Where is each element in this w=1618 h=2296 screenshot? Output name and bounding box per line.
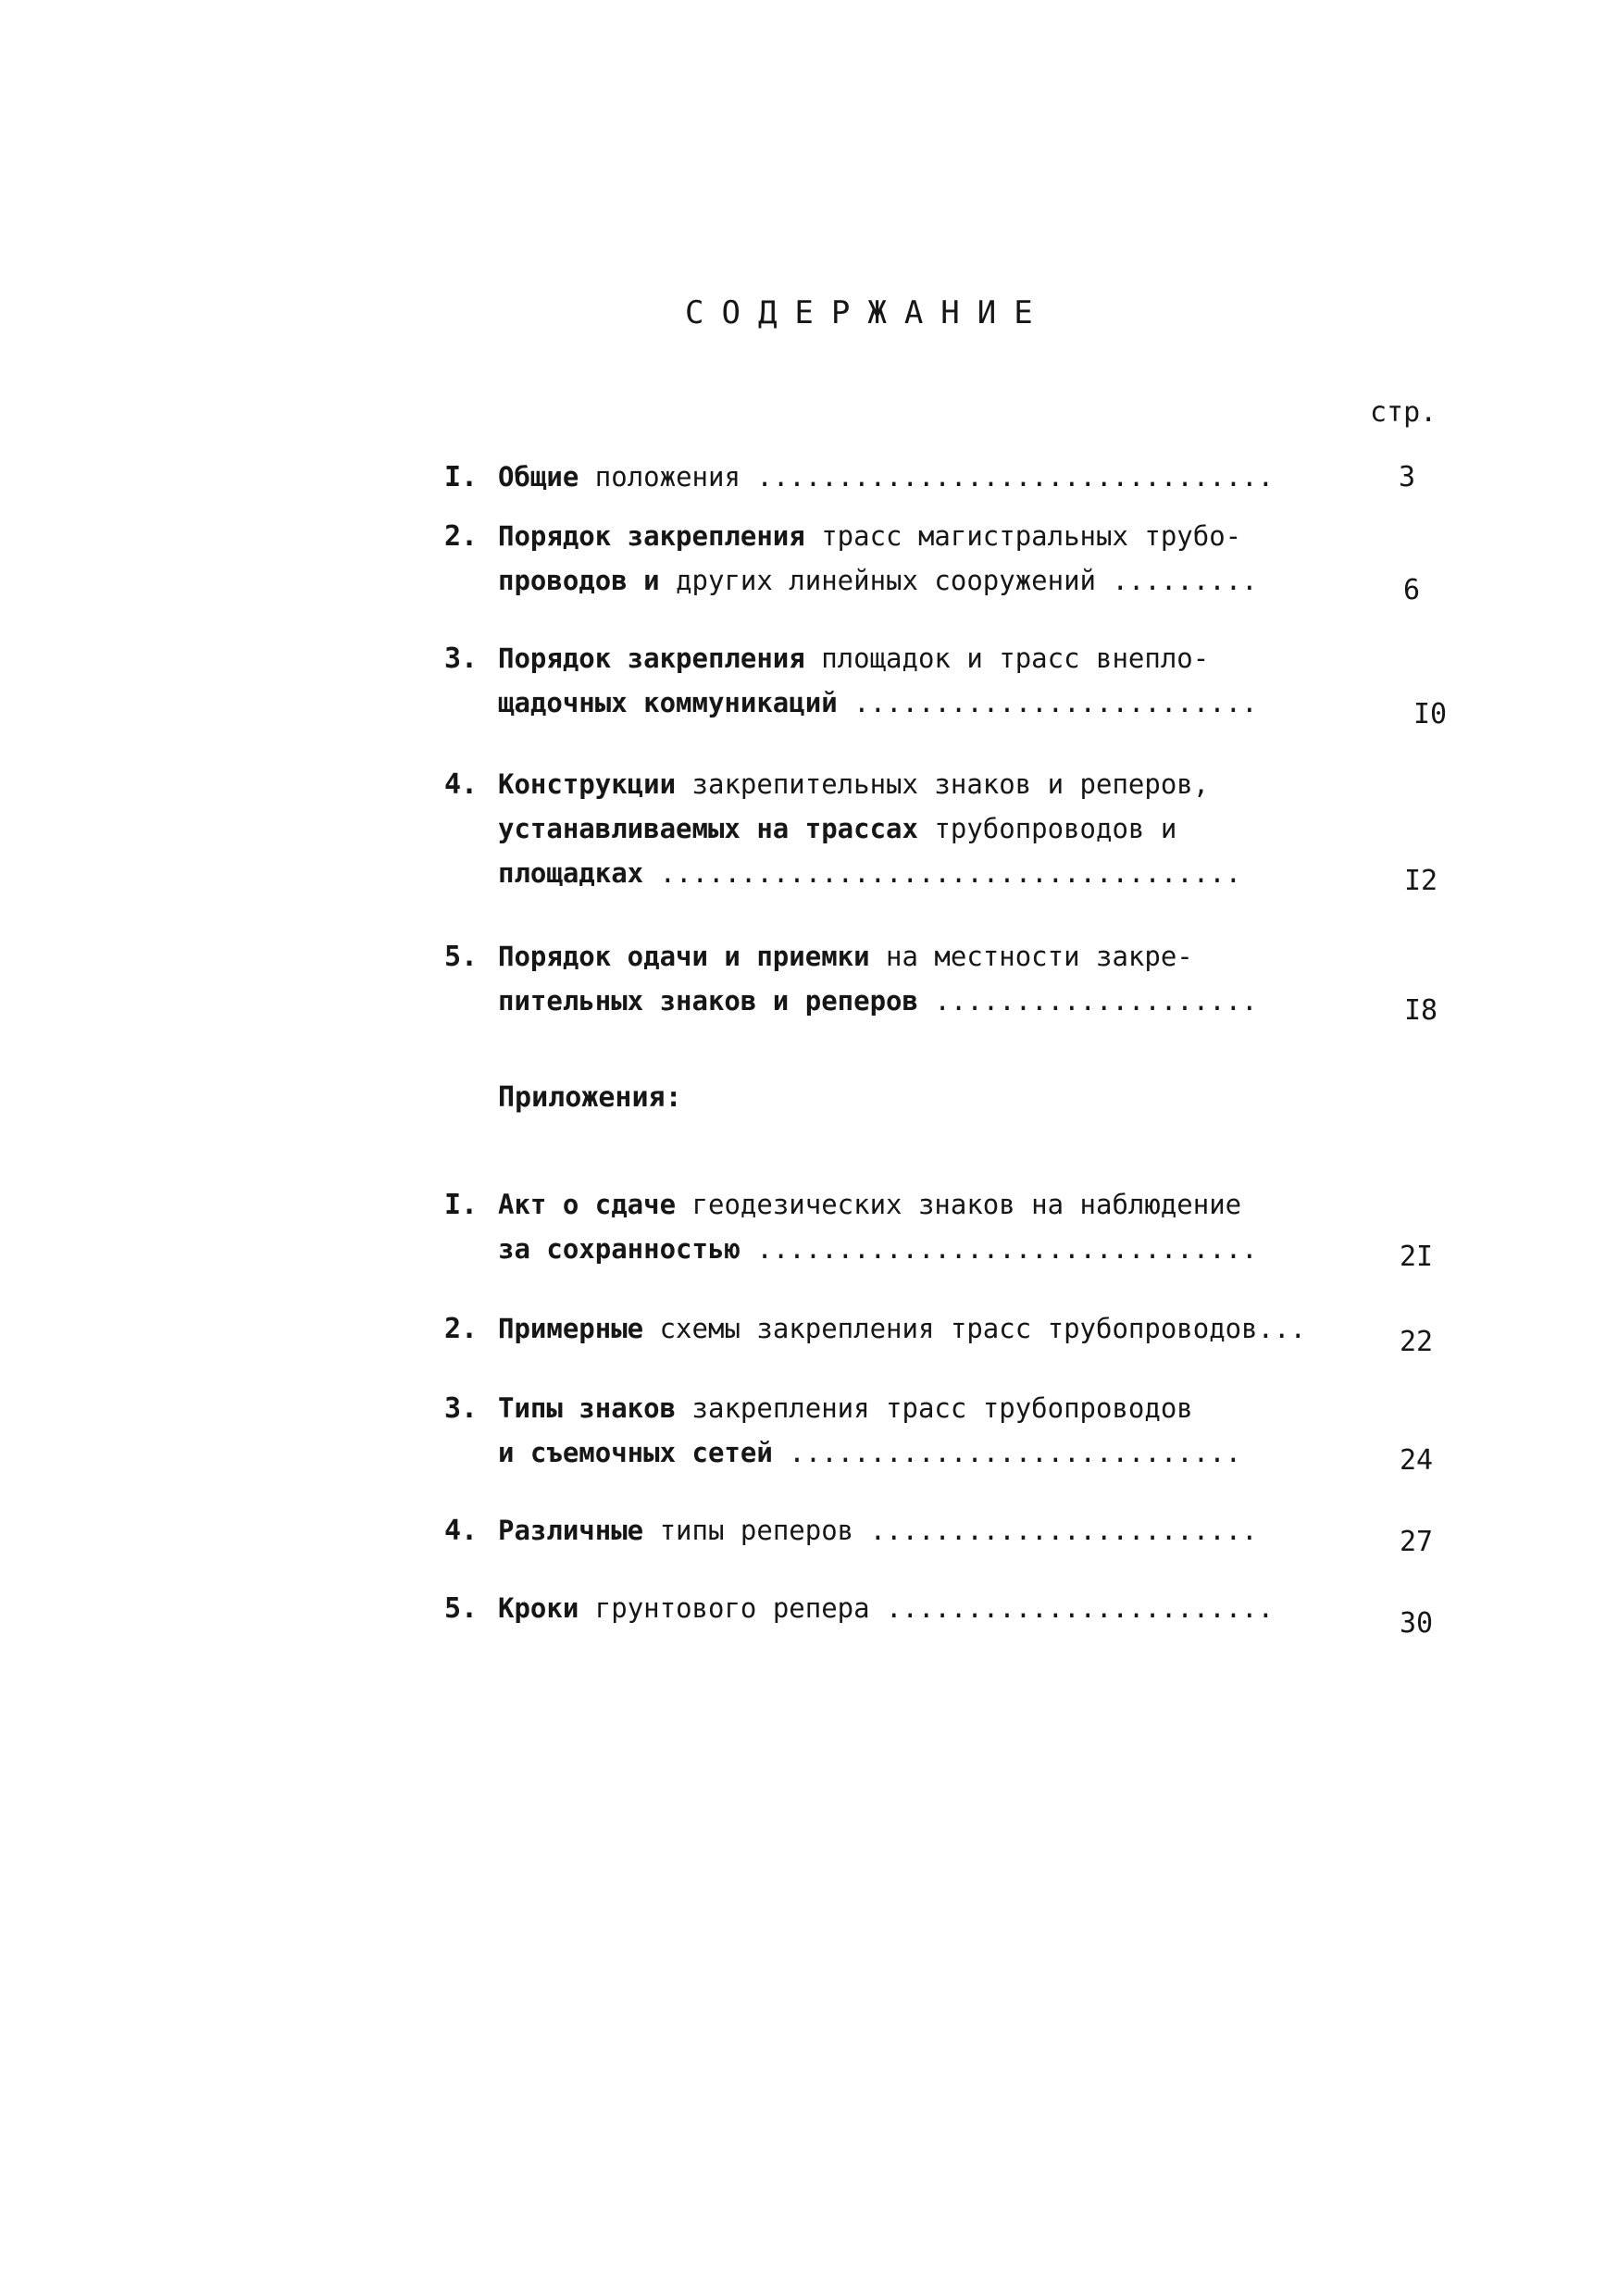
appendix-entry-page: 30 <box>1399 1607 1434 1640</box>
toc-entry-line: Конструкции закрепительных знаков и реперов, <box>498 768 1210 800</box>
toc-entry-line: Порядок одачи и приемки на местности закре- <box>498 941 1193 972</box>
appendix-entry-number: 3. <box>444 1392 479 1425</box>
toc-entry-number: 4. <box>444 768 479 801</box>
appendix-entry-line: Акт о сдаче геодезических знаков на наблюдение <box>498 1189 1242 1220</box>
toc-entry-page: I0 <box>1413 698 1448 730</box>
toc-entry-number: I. <box>444 461 479 493</box>
appendix-entry-line: Типы знаков закрепления трасс трубопроводов <box>498 1392 1193 1424</box>
toc-entry-number: 5. <box>444 941 479 973</box>
appendix-entry-line: и съемочных сетей ............................ <box>498 1437 1242 1468</box>
toc-entry-line: проводов и других линейных сооружений ......... <box>498 565 1258 596</box>
toc-entry-line: пительных знаков и реперов .................... <box>498 985 1258 1017</box>
toc-entry-line: площадках .................................... <box>498 857 1242 889</box>
appendix-entry-number: 4. <box>444 1515 479 1547</box>
toc-entry-line: Общие положения ................................ <box>498 461 1275 493</box>
toc-entry-line: Порядок закрепления площадок и трасс внеплo- <box>498 643 1210 674</box>
toc-entry-page: I2 <box>1403 865 1438 897</box>
appendix-entry-line: за сохранностью ............................... <box>498 1233 1258 1265</box>
page-title: СОДЕРЖАНИЕ <box>685 294 1051 331</box>
toc-entry-line: Порядок закрепления трасс магистральных трубо- <box>498 520 1242 552</box>
appendix-entry-line: Кроки грунтового репера ........................ <box>498 1592 1275 1624</box>
appendix-entry-page: 2I <box>1399 1241 1434 1273</box>
appendix-entry-number: 2. <box>444 1313 479 1345</box>
toc-entry-number: 3. <box>444 643 479 675</box>
toc-entry-page: I8 <box>1403 994 1438 1027</box>
toc-entry-page: 3 <box>1398 461 1416 493</box>
page-column-label: стр. <box>1370 396 1438 429</box>
toc-entry-page: 6 <box>1402 574 1421 606</box>
appendix-entry-number: I. <box>444 1189 479 1221</box>
toc-entry-line: устанавливаемых на трассах трубопроводов и <box>498 813 1177 844</box>
toc-entry-line: щадочных коммуникаций ......................... <box>498 687 1258 718</box>
appendix-heading: Приложения: <box>498 1081 682 1114</box>
appendix-entry-line: Различные типы реперов ........................ <box>498 1515 1258 1546</box>
appendix-entry-number: 5. <box>444 1592 479 1625</box>
appendix-entry-page: 22 <box>1399 1326 1434 1358</box>
toc-entry-number: 2. <box>444 520 479 553</box>
appendix-entry-page: 27 <box>1399 1526 1434 1558</box>
appendix-entry-page: 24 <box>1399 1444 1434 1477</box>
appendix-entry-line: Примерные схемы закрепления трасс трубопроводов... <box>498 1313 1306 1344</box>
